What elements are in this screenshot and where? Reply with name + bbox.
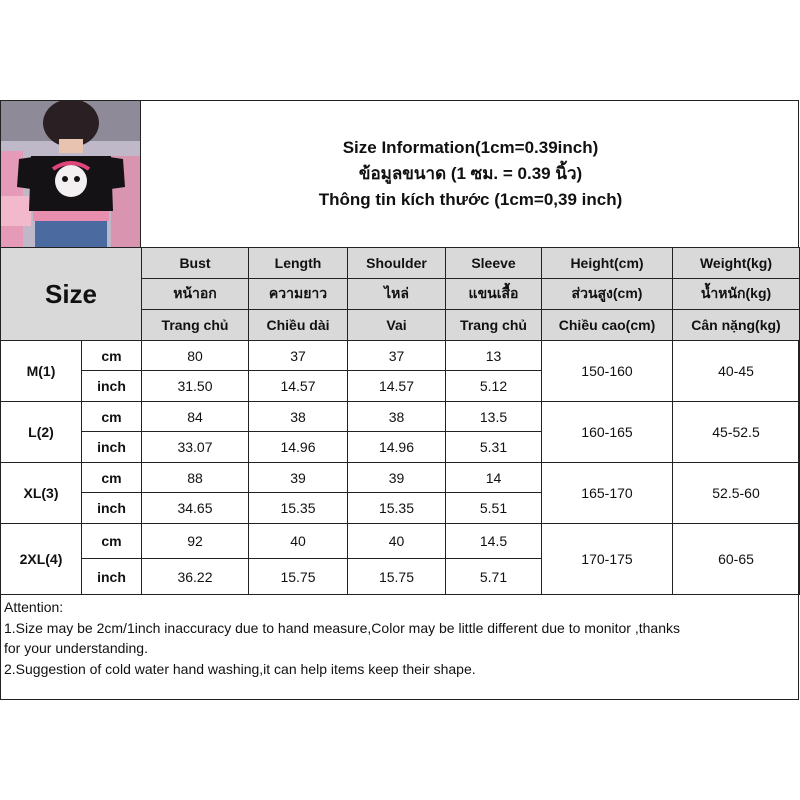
height-range: 170-175 bbox=[542, 524, 673, 595]
weight-range: 52.5-60 bbox=[673, 463, 800, 524]
table-row bbox=[1, 463, 800, 493]
weight-range: 40-45 bbox=[673, 341, 800, 402]
col-weight-th: น้ำหนัก(kg) bbox=[673, 279, 800, 310]
bust-inch: 34.65 bbox=[142, 493, 249, 524]
weight-range: 60-65 bbox=[673, 524, 800, 595]
notes-heading: Attention: bbox=[4, 599, 64, 615]
unit-inch: inch bbox=[82, 559, 142, 595]
sleeve-cm: 13.5 bbox=[446, 402, 542, 432]
shoulder-inch: 15.75 bbox=[348, 559, 446, 595]
height-range: 160-165 bbox=[542, 402, 673, 463]
col-weight-en: Weight(kg) bbox=[673, 248, 800, 279]
bust-cm: 92 bbox=[142, 524, 249, 559]
col-shoulder-en: Shoulder bbox=[348, 248, 446, 279]
col-shoulder-th: ไหล่ bbox=[348, 279, 446, 310]
unit-cm: cm bbox=[82, 402, 142, 432]
size-info-title bbox=[140, 101, 800, 247]
product-photo bbox=[1, 101, 140, 247]
sleeve-inch: 5.71 bbox=[446, 559, 542, 595]
unit-cm: cm bbox=[82, 341, 142, 371]
size-table bbox=[0, 247, 800, 595]
note-line-3: 2.Suggestion of cold water hand washing,it can help items keep their shape. bbox=[4, 660, 476, 677]
unit-cm: cm bbox=[82, 463, 142, 493]
col-bust-th: หน้าอก bbox=[142, 279, 249, 310]
note-line-2: for your understanding. bbox=[4, 640, 148, 656]
col-sleeve-en: Sleeve bbox=[446, 248, 542, 279]
length-cm: 39 bbox=[249, 463, 348, 493]
length-inch: 15.35 bbox=[249, 493, 348, 524]
length-cm: 40 bbox=[249, 524, 348, 559]
unit-cm: cm bbox=[82, 524, 142, 559]
bust-cm: 84 bbox=[142, 402, 249, 432]
product-photo-illustration bbox=[1, 101, 140, 247]
table-row bbox=[1, 524, 800, 559]
bust-cm: 88 bbox=[142, 463, 249, 493]
shoulder-cm: 40 bbox=[348, 524, 446, 559]
shoulder-cm: 37 bbox=[348, 341, 446, 371]
unit-inch: inch bbox=[82, 493, 142, 524]
length-cm: 37 bbox=[249, 341, 348, 371]
col-height-en: Height(cm) bbox=[542, 248, 673, 279]
shoulder-inch: 14.57 bbox=[348, 371, 446, 402]
size-name: 2XL(4) bbox=[1, 524, 82, 595]
length-cm: 38 bbox=[249, 402, 348, 432]
length-inch: 14.57 bbox=[249, 371, 348, 402]
col-bust-en: Bust bbox=[142, 248, 249, 279]
bust-inch: 31.50 bbox=[142, 371, 249, 402]
shoulder-cm: 39 bbox=[348, 463, 446, 493]
attention-notes bbox=[4, 597, 794, 679]
size-name: M(1) bbox=[1, 341, 82, 402]
col-length-vi: Chiều dài bbox=[249, 310, 348, 341]
sleeve-cm: 14.5 bbox=[446, 524, 542, 559]
length-inch: 15.75 bbox=[249, 559, 348, 595]
length-inch: 14.96 bbox=[249, 432, 348, 463]
shoulder-cm: 38 bbox=[348, 402, 446, 432]
title-line-vietnamese: Thông tin kích thước (1cm=0,39 inch) bbox=[318, 190, 623, 209]
height-range: 165-170 bbox=[542, 463, 673, 524]
note-line-1: 1.Size may be 2cm/1inch inaccuracy due to hand measure,Color may be little different due to monitor ,thanks bbox=[4, 619, 680, 636]
table-row bbox=[1, 402, 800, 432]
sleeve-cm: 13 bbox=[446, 341, 542, 371]
size-name: XL(3) bbox=[1, 463, 82, 524]
weight-range: 45-52.5 bbox=[673, 402, 800, 463]
shoulder-inch: 15.35 bbox=[348, 493, 446, 524]
sleeve-inch: 5.51 bbox=[446, 493, 542, 524]
bust-cm: 80 bbox=[142, 341, 249, 371]
sleeve-inch: 5.12 bbox=[446, 371, 542, 402]
col-weight-vi: Cân nặng(kg) bbox=[673, 310, 800, 341]
title-line-thai: ข้อมูลขนาด (1 ซม. = 0.39 นิ้ว) bbox=[358, 164, 583, 183]
col-sleeve-th: แขนเสื้อ bbox=[446, 279, 542, 310]
bust-inch: 36.22 bbox=[142, 559, 249, 595]
col-length-en: Length bbox=[249, 248, 348, 279]
sleeve-inch: 5.31 bbox=[446, 432, 542, 463]
size-name: L(2) bbox=[1, 402, 82, 463]
col-length-th: ความยาว bbox=[249, 279, 348, 310]
bust-inch: 33.07 bbox=[142, 432, 249, 463]
title-line-english: Size Information(1cm=0.39inch) bbox=[342, 138, 599, 157]
sleeve-cm: 14 bbox=[446, 463, 542, 493]
col-bust-vi: Trang chủ bbox=[142, 310, 249, 341]
height-range: 150-160 bbox=[542, 341, 673, 402]
col-sleeve-vi: Trang chủ bbox=[446, 310, 542, 341]
shoulder-inch: 14.96 bbox=[348, 432, 446, 463]
table-row bbox=[1, 341, 800, 371]
size-header: Size bbox=[1, 248, 142, 341]
unit-inch: inch bbox=[82, 371, 142, 402]
col-height-vi: Chiều cao(cm) bbox=[542, 310, 673, 341]
unit-inch: inch bbox=[82, 432, 142, 463]
col-shoulder-vi: Vai bbox=[348, 310, 446, 341]
col-height-th: ส่วนสูง(cm) bbox=[542, 279, 673, 310]
